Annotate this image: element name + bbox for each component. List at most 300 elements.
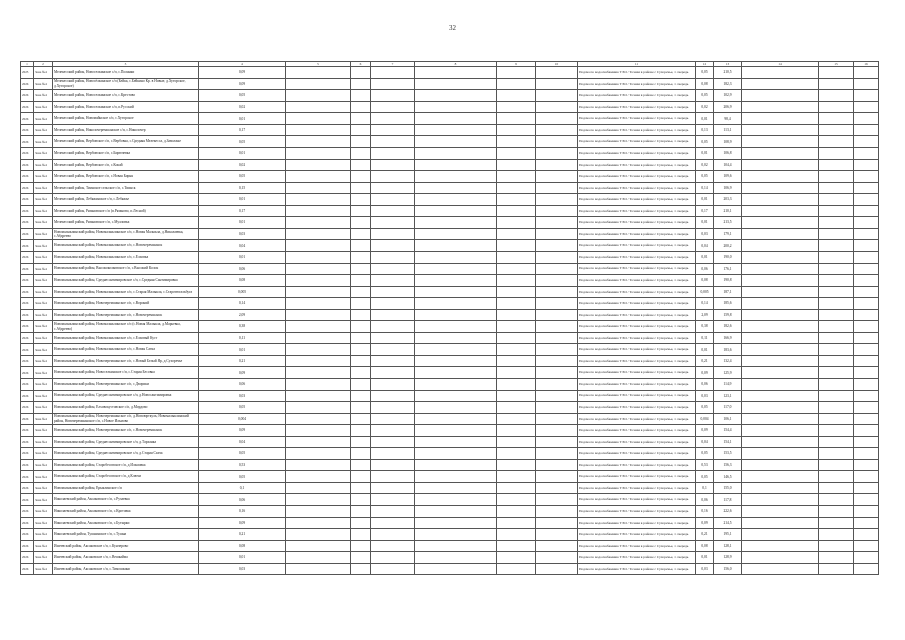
table-cell-c8 [415,413,497,425]
table-cell-c13: 213,5 [714,217,742,229]
table-cell-c15 [819,205,854,217]
table-cell-c12: 0,21 [696,529,714,541]
table-cell-c4: 0,03 [199,390,286,402]
table-cell-c1: 2026 [21,182,34,194]
table-cell-c2: Зона №4 [34,505,53,517]
table-cell-c1: 2026 [21,309,34,321]
table-cell-c16 [854,425,879,437]
table-cell-c14 [742,517,819,529]
table-row [21,275,879,287]
table-cell-c9 [497,67,536,79]
table-cell-c7 [371,101,415,113]
table-cell-c1: 2026 [21,90,34,102]
table-cell-c6 [351,101,371,113]
table-cell-c2: Зона №4 [34,78,53,90]
table-cell-c7 [371,390,415,402]
table-cell-c3: Новомалыклинский район, Старобесовское с/п, д.Ильмовка [53,459,199,471]
table-cell-c16 [854,413,879,425]
table-cell-c15 [819,263,854,275]
table-cell-c15 [819,529,854,541]
table-cell-c9 [497,344,536,356]
table-cell-c8 [415,136,497,148]
table-cell-c12: 0,09 [696,367,714,379]
table-cell-c1: 2026 [21,113,34,125]
table-cell-c7 [371,182,415,194]
table-cell-c12: 0,16 [696,505,714,517]
table-cell-c14 [742,540,819,552]
table-cell-c3: Ишеевский район, Аксаковское с/п, с.Тимошкино [53,563,199,575]
table-cell-c4: 0,01 [199,194,286,206]
column-header: 13 [714,62,742,67]
table-cell-c6 [351,332,371,344]
table-cell-c6 [351,251,371,263]
table-cell-c12: 0,09 [696,425,714,437]
table-cell-c10 [536,471,578,483]
table-cell-c12: 0,1 [696,482,714,494]
table-cell-c13: 106,1 [714,413,742,425]
table-cell-c4: 0,05 [199,171,286,183]
table-cell-c10 [536,194,578,206]
table-cell-c14 [742,171,819,183]
table-cell-c5 [286,367,351,379]
table-cell-c10 [536,332,578,344]
column-header: 2 [34,62,53,67]
table-cell-c16 [854,275,879,287]
table-cell-c3: Новомалыклинский район, Елховокустовское с/п, д.Мордово [53,402,199,414]
table-cell-c9 [497,448,536,460]
table-cell-c8 [415,332,497,344]
table-cell-c12: 0,01 [696,148,714,160]
table-cell-c1: 2026 [21,332,34,344]
table-cell-c13: 222,6 [714,505,742,517]
table-cell-c9 [497,159,536,171]
table-cell-c15 [819,159,854,171]
table-cell-c7 [371,471,415,483]
table-cell-c13: 159,8 [714,309,742,321]
table-cell-c1: 2026 [21,194,34,206]
table-cell-c3: Мелекесский район, Новоселкинское с/п, п.Русский [53,101,199,113]
table-row [21,436,879,448]
table-cell-c2: Зона №4 [34,194,53,206]
table-cell-c12: 0,05 [696,171,714,183]
table-cell-c3: Мелекесский район, Вербовское с/п, с.Вербовка, с.Средняя Мелекесса, д.Заволжье [53,136,199,148]
table-row [21,90,879,102]
table-cell-c7 [371,529,415,541]
table-cell-c12: 0,08 [696,78,714,90]
table-cell-c11: Подача по водоснабжению ТЭО / Точная в районе с Сухоречье, 1 очередь [578,136,696,148]
table-cell-c2: Зона №4 [34,321,53,333]
table-cell-c15 [819,494,854,506]
table-cell-c1: 2026 [21,355,34,367]
table-cell-c10 [536,505,578,517]
table-cell-c5 [286,101,351,113]
table-row [21,425,879,437]
table-cell-c3: Мелекесский район, Тиинское сельское с/п, с.Тиинск [53,182,199,194]
table-cell-c12: 0,01 [696,251,714,263]
table-row [21,413,879,425]
table-cell-c3: Новомалыклинский район, Среднесантимировское с/п, д.Новосантимировка [53,390,199,402]
table-cell-c3: Николаевский район, Аксаковское с/п, с.Бутырки [53,517,199,529]
table-cell-c3: Мелекесский район, Новосёлкинское с/п (Бейка, с.Бейкино Кр. в Новые, д.Хуторское, д.Хуторское) [53,78,199,90]
table-cell-c16 [854,517,879,529]
table-cell-c8 [415,124,497,136]
table-cell-c15 [819,228,854,240]
table-cell-c1: 2026 [21,552,34,564]
table-cell-c11: Подача по водоснабжению ТЭО / Точная в районе с Сухоречье, 1 очередь [578,563,696,575]
table-cell-c3: Николаевский район, Аксаковское с/п, с.Кротовка [53,505,199,517]
table-row [21,378,879,390]
table-cell-c5 [286,459,351,471]
table-cell-c9 [497,251,536,263]
table-cell-c9 [497,309,536,321]
table-cell-c14 [742,436,819,448]
table-cell-c7 [371,251,415,263]
table-row [21,124,879,136]
table-cell-c4: 0,04 [199,240,286,252]
table-cell-c12: 0,05 [696,402,714,414]
table-cell-c6 [351,540,371,552]
table-cell-c12: 0,06 [696,494,714,506]
table-cell-c3: Мелекесский район, Николочеремшанское с/п, с.Николочер [53,124,199,136]
table-cell-c15 [819,321,854,333]
table-cell-c7 [371,217,415,229]
table-cell-c16 [854,367,879,379]
table-row [21,67,879,79]
table-row [21,240,879,252]
table-cell-c13: 154,4 [714,425,742,437]
table-cell-c11: Подача по водоснабжению ТЭО / Точная в районе с Сухоречье, 1 очередь [578,217,696,229]
table-cell-c10 [536,205,578,217]
table-cell-c1: 2026 [21,494,34,506]
table-cell-c5 [286,286,351,298]
table-cell-c13: 114,9 [714,378,742,390]
table-cell-c1: 2026 [21,367,34,379]
table-cell-c7 [371,540,415,552]
table-cell-c2: Зона №4 [34,344,53,356]
table-cell-c11: Подача по водоснабжению ТЭО / Точная в районе с Сухоречье, 1 очередь [578,194,696,206]
table-cell-c4: 0,01 [199,113,286,125]
table-cell-c16 [854,436,879,448]
table-cell-c8 [415,390,497,402]
table-cell-c6 [351,90,371,102]
table-cell-c13: 210,1 [714,205,742,217]
table-cell-c5 [286,113,351,125]
table-cell-c8 [415,378,497,390]
table-cell-c8 [415,321,497,333]
table-cell-c16 [854,482,879,494]
table-cell-c10 [536,529,578,541]
table-cell-c15 [819,367,854,379]
table-cell-c11: Подача по водоснабжению ТЭО / Точная в районе с Сухоречье, 1 очередь [578,171,696,183]
table-cell-c8 [415,205,497,217]
table-cell-c15 [819,217,854,229]
table-cell-c16 [854,390,879,402]
table-cell-c7 [371,425,415,437]
column-header: 1 [21,62,34,67]
table-cell-c8 [415,263,497,275]
table-cell-c1: 2026 [21,251,34,263]
table-cell-c7 [371,148,415,160]
table-cell-c2: Зона №4 [34,436,53,448]
table-cell-c5 [286,124,351,136]
table-cell-c3: Мелекесский район, Рязановское с/п (п.Рязаново, п.Лесной) [53,205,199,217]
table-cell-c7 [371,113,415,125]
table-cell-c12: 2,09 [696,309,714,321]
table-cell-c16 [854,182,879,194]
table-cell-c11: Подача по водоснабжению ТЭО / Точная в районе с Сухоречье, 1 очередь [578,459,696,471]
table-cell-c2: Зона №4 [34,494,53,506]
table-cell-c16 [854,217,879,229]
table-cell-c16 [854,251,879,263]
table-cell-c4: 0,08 [199,540,286,552]
table-cell-c12: 0,03 [696,228,714,240]
table-cell-c4: 0,17 [199,205,286,217]
table-cell-c15 [819,552,854,564]
table-cell-c9 [497,390,536,402]
table-cell-c13: 113,1 [714,124,742,136]
table-cell-c13: 154,1 [714,436,742,448]
table-cell-c1: 2026 [21,101,34,113]
table-cell-c12: 0,01 [696,217,714,229]
table-cell-c2: Зона №4 [34,563,53,575]
table-cell-c10 [536,263,578,275]
table-cell-c6 [351,275,371,287]
table-cell-c3: Новомалыклинский район, Старобесовское с/п, д.Ключи [53,471,199,483]
table-cell-c5 [286,540,351,552]
table-cell-c1: 2026 [21,205,34,217]
table-cell-c13: 185,6 [714,298,742,310]
table-cell-c16 [854,263,879,275]
table-cell-c4: 0,17 [199,124,286,136]
table-cell-c7 [371,563,415,575]
table-cell-c16 [854,101,879,113]
table-cell-c2: Зона №4 [34,124,53,136]
table-cell-c6 [351,367,371,379]
table-row [21,321,879,333]
table-cell-c2: Зона №4 [34,425,53,437]
table-cell-c4: 0,14 [199,298,286,310]
table-cell-c7 [371,263,415,275]
table-cell-c8 [415,148,497,160]
table-cell-c6 [351,124,371,136]
table-cell-c7 [371,171,415,183]
table-cell-c12: 0,02 [696,159,714,171]
table-cell-c9 [497,78,536,90]
table-cell-c11: Подача по водоснабжению ТЭО / Точная в районе с Сухоречье, 1 очередь [578,471,696,483]
table-cell-c13: 155,0 [714,482,742,494]
table-cell-c10 [536,413,578,425]
table-cell-c5 [286,378,351,390]
table-cell-c14 [742,228,819,240]
table-cell-c8 [415,563,497,575]
table-cell-c9 [497,182,536,194]
table-cell-c1: 2026 [21,148,34,160]
table-cell-c15 [819,148,854,160]
table-cell-c1: 2026 [21,425,34,437]
table-cell-c10 [536,136,578,148]
table-cell-c8 [415,482,497,494]
table-cell-c7 [371,67,415,79]
table-cell-c8 [415,217,497,229]
table-cell-c16 [854,552,879,564]
table-cell-c3: Новомалыклинский район, Новочеремшанское с/п, с.Новочеремшанск [53,309,199,321]
table-cell-c3: Новомалыклинский район, Новочеремшанское с/п, с.Дворики [53,378,199,390]
table-cell-c13: 156,3 [714,459,742,471]
table-cell-c3: Новомалыклинский район, Новочеремшанское с/п, с.Вороний [53,298,199,310]
table-cell-c5 [286,205,351,217]
table-cell-c15 [819,517,854,529]
table-cell-c2: Зона №4 [34,367,53,379]
table-cell-c11: Подача по водоснабжению ТЭО / Точная в районе с Сухоречье, 1 очередь [578,159,696,171]
table-cell-c12: 0,38 [696,321,714,333]
table-cell-c6 [351,425,371,437]
table-cell-c14 [742,367,819,379]
table-cell-c2: Зона №4 [34,332,53,344]
table-cell-c9 [497,240,536,252]
table-cell-c1: 2026 [21,344,34,356]
table-cell-c5 [286,67,351,79]
table-cell-c4: 0,05 [199,402,286,414]
table-cell-c9 [497,217,536,229]
table-cell-c13: 153,5 [714,448,742,460]
table-cell-c1: 2026 [21,482,34,494]
table-cell-c1: 2026 [21,263,34,275]
table-cell-c9 [497,436,536,448]
table-cell-c2: Зона №4 [34,217,53,229]
table-cell-c4: 0,05 [199,90,286,102]
table-cell-c5 [286,78,351,90]
table-cell-c8 [415,90,497,102]
table-cell-c14 [742,148,819,160]
table-cell-c1: 2026 [21,459,34,471]
table-cell-c6 [351,517,371,529]
table-cell-c3: Новомалыклинский район, Высококолковское с/п, с.Высокий Колок [53,263,199,275]
table-cell-c10 [536,552,578,564]
table-row [21,482,879,494]
table-cell-c13: 190,8 [714,275,742,287]
table-cell-c10 [536,390,578,402]
table-row [21,182,879,194]
table-cell-c13: 104,4 [714,159,742,171]
table-cell-c12: 0,06 [696,378,714,390]
table-cell-c11: Подача по водоснабжению ТЭО / Точная в районе с Сухоречье, 1 очередь [578,367,696,379]
table-cell-c7 [371,205,415,217]
table-cell-c4: 0,09 [199,425,286,437]
table-cell-c5 [286,402,351,414]
table-cell-c6 [351,171,371,183]
table-cell-c7 [371,482,415,494]
table-cell-c13: 102,9 [714,90,742,102]
table-cell-c14 [742,459,819,471]
table-cell-c11: Подача по водоснабжению ТЭО / Точная в районе с Сухоречье, 1 очередь [578,482,696,494]
table-cell-c8 [415,517,497,529]
table-cell-c7 [371,402,415,414]
table-cell-c3: Мелекесский район, Рязановское с/п, с.Мулловка [53,217,199,229]
table-cell-c13: 176,1 [714,263,742,275]
table-cell-c9 [497,425,536,437]
table-cell-c10 [536,482,578,494]
page-number: 32 [449,24,456,32]
table-cell-c4: 0,09 [199,78,286,90]
table-cell-c1: 2026 [21,298,34,310]
table-cell-c16 [854,309,879,321]
table-cell-c4: 0,06 [199,494,286,506]
table-cell-c15 [819,471,854,483]
table-cell-c1: 2026 [21,171,34,183]
table-cell-c8 [415,194,497,206]
table-cell-c14 [742,275,819,287]
table-cell-c10 [536,436,578,448]
table-cell-c13: 117,8 [714,494,742,506]
table-cell-c15 [819,482,854,494]
table-cell-c11: Подача по водоснабжению ТЭО / Точная в районе с Сухоречье, 1 очередь [578,390,696,402]
table-cell-c1: 2026 [21,159,34,171]
table-cell-c1: 2026 [21,136,34,148]
table-cell-c12: 0,08 [696,275,714,287]
table-cell-c12: 0,04 [696,240,714,252]
table-cell-c9 [497,205,536,217]
table-cell-c3: Новомалыклинский район, Новочеремшанское с/п, с.Новочеремшанск [53,425,199,437]
table-cell-c10 [536,402,578,414]
table-cell-c6 [351,136,371,148]
table-cell-c10 [536,355,578,367]
table-cell-c11: Подача по водоснабжению ТЭО / Точная в районе с Сухоречье, 1 очередь [578,355,696,367]
table-cell-c4: 0,09 [199,367,286,379]
table-cell-c8 [415,459,497,471]
table-cell-c3: Ишеевский район, Аксаковское с/п, с.Кунчерово [53,540,199,552]
table-cell-c15 [819,275,854,287]
table-cell-c5 [286,505,351,517]
table-cell-c2: Зона №4 [34,171,53,183]
table-cell-c7 [371,552,415,564]
table-cell-c2: Зона №4 [34,482,53,494]
table-cell-c12: 0,11 [696,332,714,344]
table-cell-c2: Зона №4 [34,459,53,471]
table-cell-c12: 0,05 [696,448,714,460]
table-cell-c4: 0,04 [199,436,286,448]
table-cell-c11: Подача по водоснабжению ТЭО / Точная в районе с Сухоречье, 1 очередь [578,413,696,425]
table-cell-c11: Подача по водоснабжению ТЭО / Точная в районе с Сухоречье, 1 очередь [578,90,696,102]
table-cell-c15 [819,298,854,310]
table-cell-c10 [536,378,578,390]
table-cell-c15 [819,124,854,136]
table-cell-c5 [286,171,351,183]
table-cell-c4: 0,004 [199,413,286,425]
table-cell-c5 [286,182,351,194]
table-row [21,194,879,206]
table-cell-c11: Подача по водоснабжению ТЭО / Точная в районе с Сухоречье, 1 очередь [578,552,696,564]
table-cell-c4: 0,005 [199,286,286,298]
table-cell-c2: Зона №4 [34,90,53,102]
table-cell-c11: Подача по водоснабжению ТЭО / Точная в районе с Сухоречье, 1 очередь [578,275,696,287]
table-cell-c3: Новомалыклинский район, Среднесантимировское с/п, с.Средняя Сантимировка [53,275,199,287]
table-cell-c12: 0,03 [696,390,714,402]
table-cell-c6 [351,217,371,229]
table-row [21,471,879,483]
column-header: 14 [742,62,819,67]
table-cell-c8 [415,171,497,183]
table-cell-c13: 117,0 [714,402,742,414]
table-cell-c2: Зона №4 [34,251,53,263]
table-cell-c12: 0,02 [696,101,714,113]
column-header: 6 [351,62,371,67]
table-cell-c6 [351,309,371,321]
table-cell-c9 [497,124,536,136]
table-cell-c1: 2026 [21,436,34,448]
table-cell-c12: 0,01 [696,344,714,356]
table-cell-c6 [351,194,371,206]
table-cell-c11: Подача по водоснабжению ТЭО / Точная в районе с Сухоречье, 1 очередь [578,78,696,90]
